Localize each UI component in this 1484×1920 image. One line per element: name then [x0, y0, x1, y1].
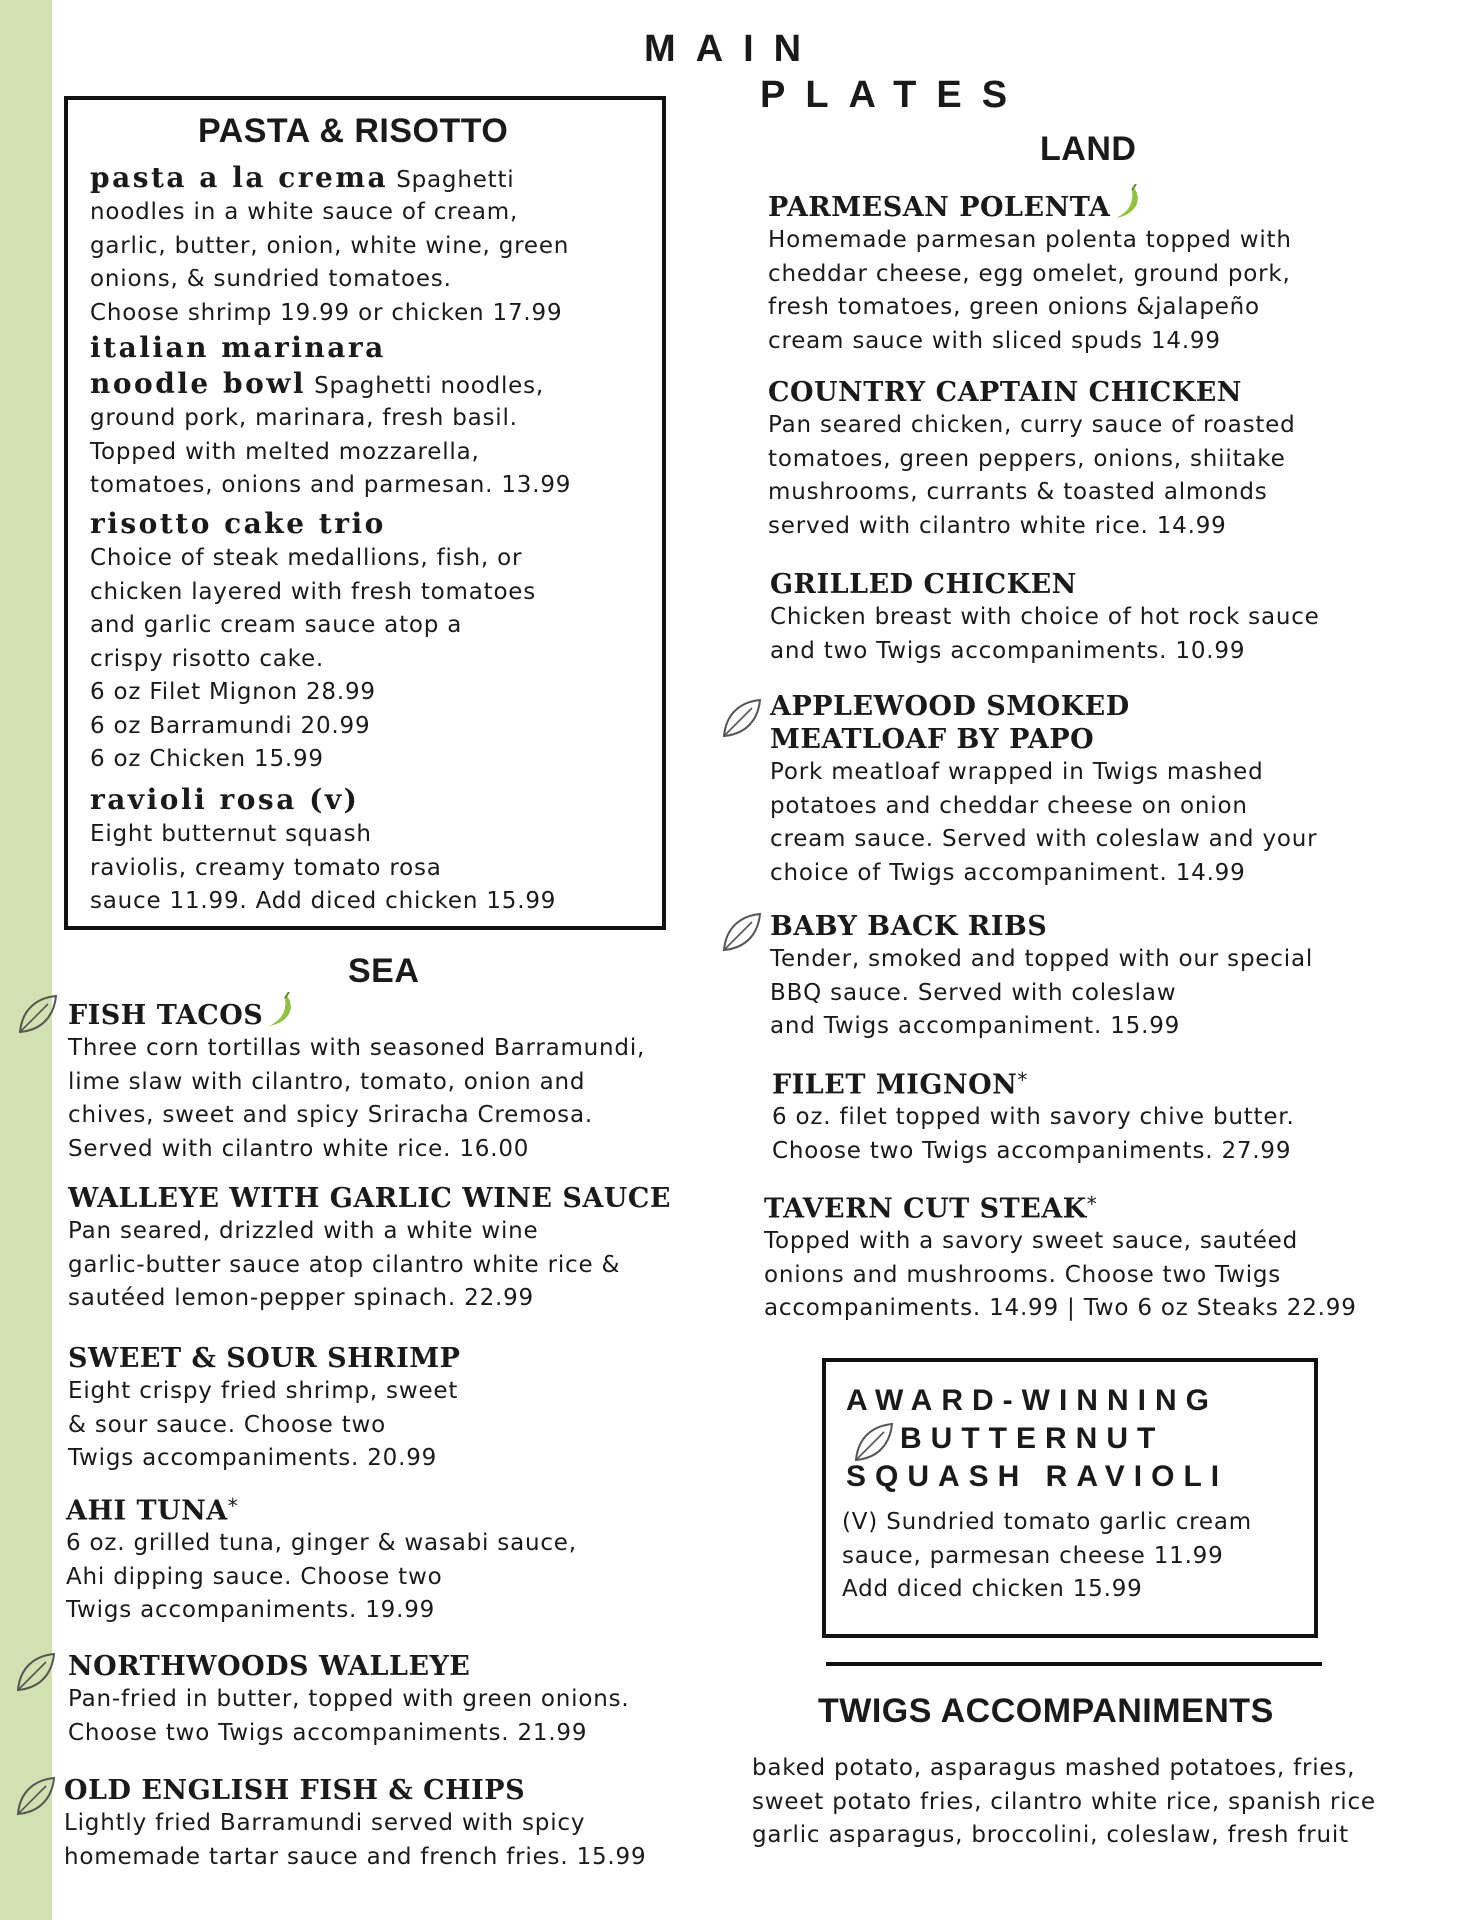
- item-desc-line: 6 oz Chicken 15.99: [90, 746, 324, 772]
- item-desc-line: noodles in a white sauce of cream,: [90, 199, 519, 225]
- item-desc-line: Eight butternut squash: [90, 821, 372, 847]
- item-desc-line: 6 oz Filet Mignon 28.99: [90, 679, 376, 705]
- menu-item-grilled-chicken: [770, 568, 1320, 668]
- item-desc-line: Three corn tortillas with seasoned Barramundi,: [68, 1035, 646, 1061]
- chili-pepper-icon: [265, 992, 297, 1028]
- item-desc-line: cream sauce. Served with coleslaw and your: [770, 826, 1318, 852]
- item-desc-line: onions, & sundried tomatoes.: [90, 266, 452, 292]
- item-desc-line: BBQ sauce. Served with coleslaw: [770, 979, 1177, 1006]
- green-side-strip: [0, 0, 52, 1920]
- item-name: MEATLOAF BY PAPO: [770, 724, 1095, 755]
- item-desc-line: Topped with a savory sweet sauce, sautéed: [764, 1228, 1298, 1255]
- menu-item-fish-chips: [64, 1774, 646, 1874]
- accompaniments-list: [752, 1752, 1376, 1853]
- item-name: ravioli rosa (v): [90, 783, 360, 816]
- item-desc-line: potatoes and cheddar cheese on onion: [770, 792, 1248, 819]
- menu-item-risotto-cake-trio: [90, 506, 536, 777]
- leaf-icon: [14, 1774, 58, 1818]
- chili-pepper-icon: [1112, 184, 1144, 220]
- item-desc-line: Served with cilantro white rice. 16.00: [68, 1135, 530, 1162]
- award-desc-line: Add diced chicken 15.99: [842, 1576, 1143, 1602]
- menu-item-walleye-garlic-wine: [68, 1182, 671, 1316]
- item-desc-line: homemade tartar sauce and french fries. 15.99: [64, 1843, 647, 1870]
- menu-item-pasta-a-la-crema: [90, 160, 569, 330]
- item-name: noodle bowl: [90, 367, 306, 400]
- item-desc-line: cheddar cheese, egg omelet, ground pork,: [768, 260, 1291, 287]
- item-desc-line: Tender, smoked and topped with our special: [770, 946, 1314, 972]
- item-desc-line: Choose shrimp 19.99 or chicken 17.99: [90, 299, 563, 326]
- menu-item-ahi-tuna: [66, 1494, 577, 1628]
- item-desc-inline: Spaghetti: [388, 167, 515, 193]
- land-heading: LAND: [1040, 130, 1137, 168]
- menu-item-tavern-cut-steak: [764, 1192, 1357, 1326]
- item-desc-line: Lightly fried Barramundi served with spicy: [64, 1810, 586, 1836]
- leaf-icon: [720, 696, 764, 740]
- item-name: WALLEYE WITH GARLIC WINE SAUCE: [68, 1183, 671, 1214]
- item-desc-line: sautéed lemon-pepper spinach. 22.99: [68, 1285, 534, 1311]
- leaf-icon: [14, 1650, 58, 1694]
- item-name: GRILLED CHICKEN: [770, 569, 1077, 600]
- menu-item-applewood-meatloaf: [770, 690, 1317, 890]
- menu-item-parmesan-polenta: [768, 184, 1292, 358]
- item-desc-line: garlic-butter sauce atop cilantro white rice &: [68, 1251, 621, 1278]
- menu-item-fish-tacos: [68, 992, 645, 1166]
- item-desc-line: Pan seared chicken, curry sauce of roasted: [768, 412, 1296, 438]
- item-star: *: [1017, 1068, 1028, 1092]
- item-desc-line: 6 oz. grilled tuna, ginger & wasabi sauce,: [66, 1530, 577, 1557]
- item-name: PARMESAN POLENTA: [768, 192, 1111, 223]
- menu-item-sweet-sour-shrimp: [68, 1342, 460, 1476]
- item-desc-line: cream sauce with sliced spuds 14.99: [768, 327, 1221, 354]
- item-desc-line: Twigs accompaniments. 19.99: [66, 1597, 436, 1624]
- accompaniments-line: sweet potato fries, cilantro white rice, spanish rice: [752, 1788, 1376, 1815]
- item-desc-line: Topped with melted mozzarella,: [90, 438, 480, 465]
- item-desc-line: chives, sweet and spicy Sriracha Cremosa.: [68, 1102, 593, 1128]
- item-name: FISH TACOS: [68, 1000, 264, 1031]
- item-star: *: [1086, 1192, 1097, 1216]
- menu-item-country-captain-chicken: [768, 376, 1296, 543]
- item-desc-line: tomatoes, onions and parmesan. 13.99: [90, 472, 572, 498]
- accompaniments-heading: TWIGS ACCOMPANIMENTS: [818, 1692, 1274, 1730]
- item-desc-line: 6 oz. filet topped with savory chive butter.: [772, 1104, 1295, 1131]
- award-desc-line: (V) Sundried tomato garlic cream: [842, 1509, 1252, 1535]
- item-name: AHI TUNA: [66, 1495, 228, 1527]
- item-name: APPLEWOOD SMOKED: [770, 691, 1130, 722]
- pasta-risotto-box: [64, 96, 666, 930]
- item-name: COUNTRY CAPTAIN CHICKEN: [768, 377, 1242, 408]
- item-desc-line: sauce 11.99. Add diced chicken 15.99: [90, 888, 557, 914]
- item-desc-line: accompaniments. 14.99 | Two 6 oz Steaks 22.99: [764, 1295, 1357, 1322]
- item-desc-line: Homemade parmesan polenta topped with: [768, 227, 1292, 253]
- item-name: NORTHWOODS WALLEYE: [68, 1651, 471, 1682]
- item-desc-line: Pork meatloaf wrapped in Twigs mashed: [770, 759, 1264, 785]
- item-desc-line: raviolis, creamy tomato rosa: [90, 854, 442, 881]
- item-name: OLD ENGLISH FISH & CHIPS: [64, 1775, 526, 1806]
- award-title-line: SQUASH RAVIOLI: [846, 1460, 1229, 1493]
- item-desc-line: Pan seared, drizzled with a white wine: [68, 1218, 539, 1244]
- item-desc-line: and garlic cream sauce atop a: [90, 612, 463, 638]
- item-desc-line: Choose two Twigs accompaniments. 21.99: [68, 1719, 588, 1746]
- section-divider: [826, 1662, 1322, 1666]
- item-desc-line: Twigs accompaniments. 20.99: [68, 1445, 438, 1471]
- menu-item-ravioli-rosa: [90, 782, 556, 919]
- leaf-icon: [16, 992, 60, 1036]
- item-desc-line: & sour sauce. Choose two: [68, 1411, 387, 1438]
- page-title-plates: PLATES: [760, 74, 1028, 116]
- item-name: SWEET & SOUR SHRIMP: [68, 1343, 461, 1374]
- item-desc-line: crispy risotto cake.: [90, 645, 325, 672]
- item-desc-line: 6 oz Barramundi 20.99: [90, 712, 371, 739]
- menu-item-italian-marinara: [90, 330, 571, 503]
- menu-item-filet-mignon: [772, 1068, 1295, 1168]
- item-star: *: [227, 1494, 238, 1518]
- item-desc-line: lime slaw with cilantro, tomato, onion and: [68, 1068, 586, 1095]
- menu-item-baby-back-ribs: [770, 910, 1313, 1044]
- sea-heading: SEA: [348, 952, 420, 990]
- item-name: FILET MIGNON: [772, 1069, 1018, 1101]
- item-desc-line: fresh tomatoes, green onions &jalapeño: [768, 294, 1260, 320]
- item-desc-line: Eight crispy fried shrimp, sweet: [68, 1378, 459, 1404]
- accompaniments-line: baked potato, asparagus mashed potatoes, fries,: [752, 1755, 1356, 1781]
- item-desc-line: Pan-fried in butter, topped with green onions.: [68, 1686, 630, 1712]
- item-desc-line: Ahi dipping sauce. Choose two: [66, 1563, 443, 1590]
- item-name: italian marinara: [90, 331, 386, 364]
- item-desc-line: tomatoes, green peppers, onions, shiitake: [768, 445, 1286, 472]
- award-winning-ravioli-box: [822, 1358, 1318, 1638]
- item-desc-inline: Spaghetti noodles,: [305, 373, 545, 399]
- item-desc-line: and two Twigs accompaniments. 10.99: [770, 637, 1246, 664]
- item-desc-line: Choice of steak medallions, fish, or: [90, 545, 523, 571]
- item-desc-line: and Twigs accompaniment. 15.99: [770, 1013, 1181, 1039]
- item-desc-line: Chicken breast with choice of hot rock sauce: [770, 604, 1320, 630]
- item-name: pasta a la crema: [90, 161, 389, 194]
- award-desc-line: sauce, parmesan cheese 11.99: [842, 1542, 1224, 1569]
- page-title-main: MAIN: [644, 28, 822, 70]
- award-title-line: AWARD-WINNING: [846, 1384, 1218, 1417]
- item-desc-line: onions and mushrooms. Choose two Twigs: [764, 1261, 1282, 1288]
- item-desc-line: choice of Twigs accompaniment. 14.99: [770, 859, 1246, 886]
- item-name: TAVERN CUT STEAK: [764, 1193, 1087, 1225]
- item-desc-line: mushrooms, currants & toasted almonds: [768, 479, 1268, 505]
- accompaniments-line: garlic asparagus, broccolini, coleslaw, fresh fruit: [752, 1822, 1349, 1848]
- award-title-line: BUTTERNUT: [900, 1422, 1165, 1455]
- item-desc-line: Choose two Twigs accompaniments. 27.99: [772, 1137, 1292, 1164]
- item-desc-line: served with cilantro white rice. 14.99: [768, 512, 1227, 539]
- pasta-risotto-heading: PASTA & RISOTTO: [198, 112, 509, 150]
- item-desc-line: garlic, butter, onion, white wine, green: [90, 232, 570, 259]
- menu-item-northwoods-walleye: [68, 1650, 630, 1750]
- item-name: risotto cake trio: [90, 507, 386, 540]
- item-name: BABY BACK RIBS: [770, 911, 1048, 942]
- leaf-icon: [720, 910, 764, 954]
- item-desc-line: chicken layered with fresh tomatoes: [90, 578, 537, 605]
- item-desc-line: ground pork, marinara, fresh basil.: [90, 405, 518, 431]
